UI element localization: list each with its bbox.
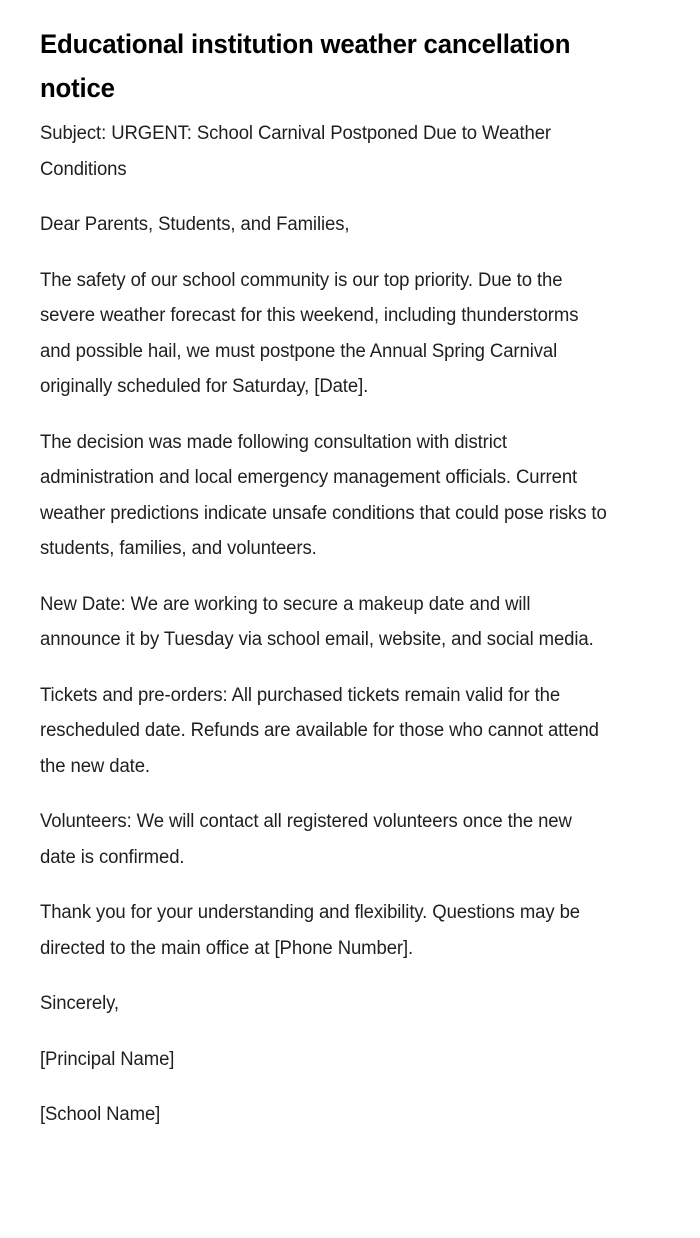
paragraph-closing-thanks: Thank you for your understanding and flexibility. Questions may be directed to the main office at [Phone Number]. [40,902,581,959]
paragraph-tickets-and-preorders: Tickets and pre-orders: All purchased tickets remain valid for the rescheduled date. Refunds are available for those who cannot attend the new date. [40,684,599,777]
paragraph-safety-statement: The safety of our school community is our top priority. Due to the severe weather forecast for this weekend, including thunderstorms and possible hail, we must postpone the Annual Spring Carnival originally scheduled for Saturday, [Date]. [40,269,579,397]
paragraph-principal-name: [Principal Name] [40,1048,175,1070]
paragraph-school-name: [School Name] [40,1104,161,1125]
paragraph-decision-rationale: The decision was made following consultation with district administration and local emergency management officials. Current weather predictions indicate unsafe conditions that could pose risks to students, families, and volunteers. [40,431,607,559]
paragraph-salutation: Dear Parents, Students, and Families, [40,214,350,235]
article-body [40,116,624,1133]
paragraph-subject: Subject: URGENT: School Carnival Postponed Due to Weather Conditions [40,123,552,180]
paragraph-signoff: Sincerely, [40,993,119,1014]
paragraph-new-date: New Date: We are working to secure a makeup date and will announce it by Tuesday via school email, website, and social media. [40,593,594,650]
page-title: Educational institution weather cancellation notice [40,29,571,103]
paragraph-volunteers: Volunteers: We will contact all registered volunteers once the new date is confirmed. [40,811,572,868]
